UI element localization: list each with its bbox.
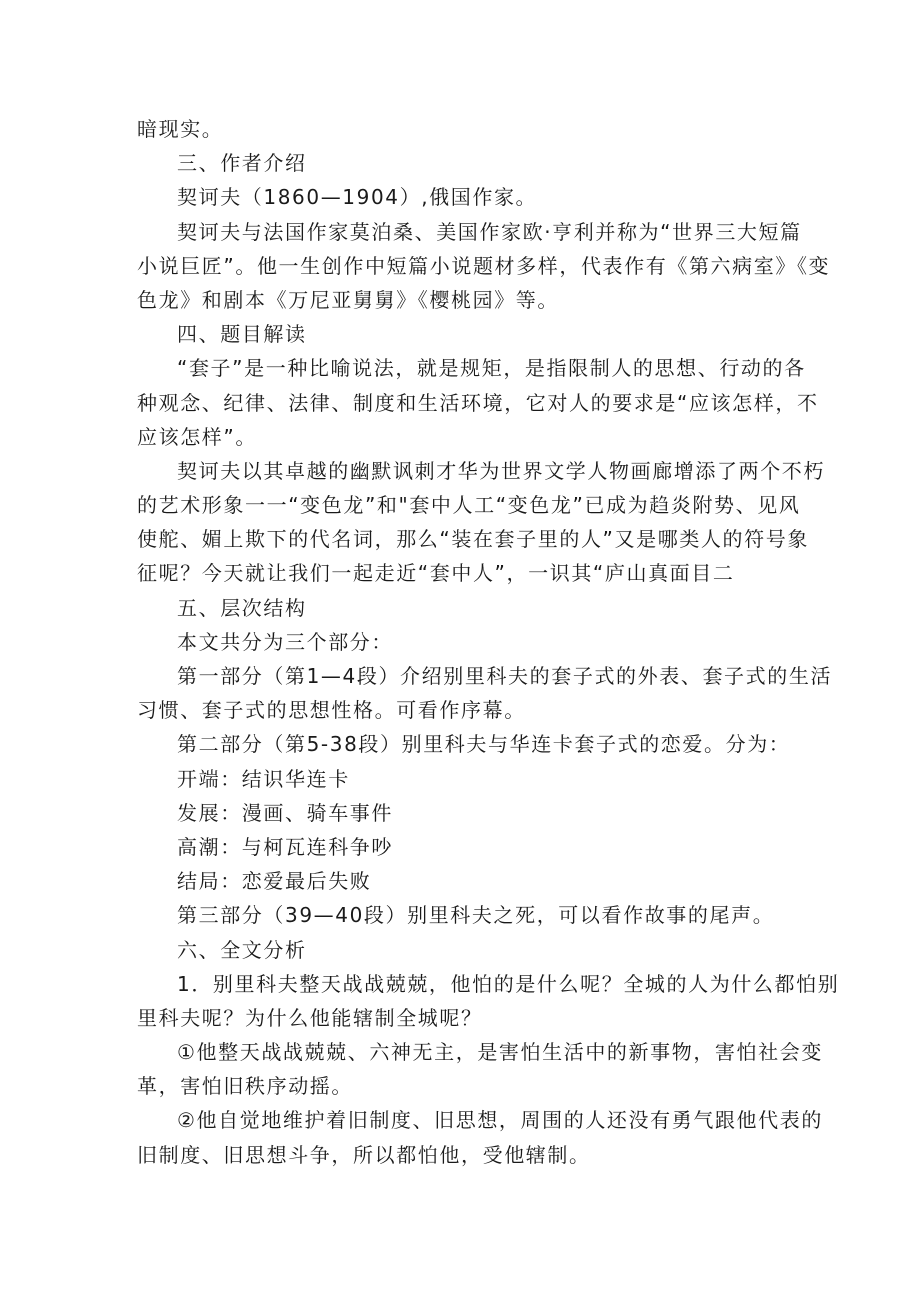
text-line: 结局：恋爱最后失败 [177,869,372,894]
text-line: 小说巨匠”。他一生创作中短篇小说题材多样，代表作有《第六病室》《变 [137,253,831,278]
text-line: 开端：结识华连卡 [177,766,350,791]
text-line: 契诃夫与法国作家莫泊桑、美国作家欧·亨利并称为“世界三大短篇 [177,219,802,244]
text-line: 使舵、媚上欺下的代名词，那么“装在套子里的人”又是哪类人的符号象 [137,527,809,552]
text-line: 里科夫呢？为什么他能辖制全城呢？ [137,1005,483,1030]
text-line: 契诃夫（1860—1904）,俄国作家。 [177,185,538,210]
text-line: 四、题目解读 [177,322,307,347]
text-line: 高潮：与柯瓦连科争吵 [177,834,393,859]
text-line: 1．别里科夫整天战战兢兢，他怕的是什么呢？全城的人为什么都怕别 [177,971,840,996]
document-body [137,112,840,1172]
text-line: 契诃夫以其卓越的幽默讽刺才华为世界文学人物画廊增添了两个不朽 [177,458,825,483]
text-line: 革，害怕旧秩序动摇。 [137,1074,353,1099]
text-line: 色龙》和剧本《万尼亚舅舅》《樱桃园》等。 [137,287,559,312]
text-line: 第一部分（第1—4段）介绍别里科夫的套子式的外表、套子式的生活 [177,664,833,688]
text-line: “套子”是一种比喻说法，就是规矩，是指限制人的思想、行动的各 [177,356,806,381]
text-line: 六、全文分析 [177,937,307,962]
text-line: 三、作者介绍 [177,151,307,176]
text-line: 征呢？今天就让我们一起走近“套中人”，一识其“庐山真面目二 [137,561,735,586]
text-line: 五、层次结构 [177,595,307,620]
text-line: 旧制度、旧思想斗争，所以都怕他，受他辖制。 [137,1142,591,1167]
text-line: 应该怎样”。 [137,424,257,449]
text-line: 种观念、纪律、法律、制度和生活环境，它对人的要求是“应该怎样，不 [137,390,819,415]
text-line: 的艺术形象一一“变色龙”和"套中人工“变色龙”已成为趋炎附势、见风 [137,493,801,518]
text-line: 第二部分（第5-38段）别里科夫与华连卡套子式的恋爱。分为： [177,732,791,757]
text-line: 第三部分（39—40段）别里科夫之死，可以看作故事的尾声。 [177,903,775,928]
text-line: 发展：漫画、骑车事件 [177,800,393,825]
text-line: ②他自觉地维护着旧制度、旧思想，周围的人还没有勇气跟他代表的 [177,1108,823,1133]
text-line: 本文共分为三个部分： [177,629,393,654]
text-line: 暗现实。 [137,117,224,141]
text-line: ①他整天战战兢兢、六神无主，是害怕生活中的新事物，害怕社会变 [177,1040,823,1065]
text-line: 习惯、套子式的思想性格。可看作序幕。 [137,698,526,723]
